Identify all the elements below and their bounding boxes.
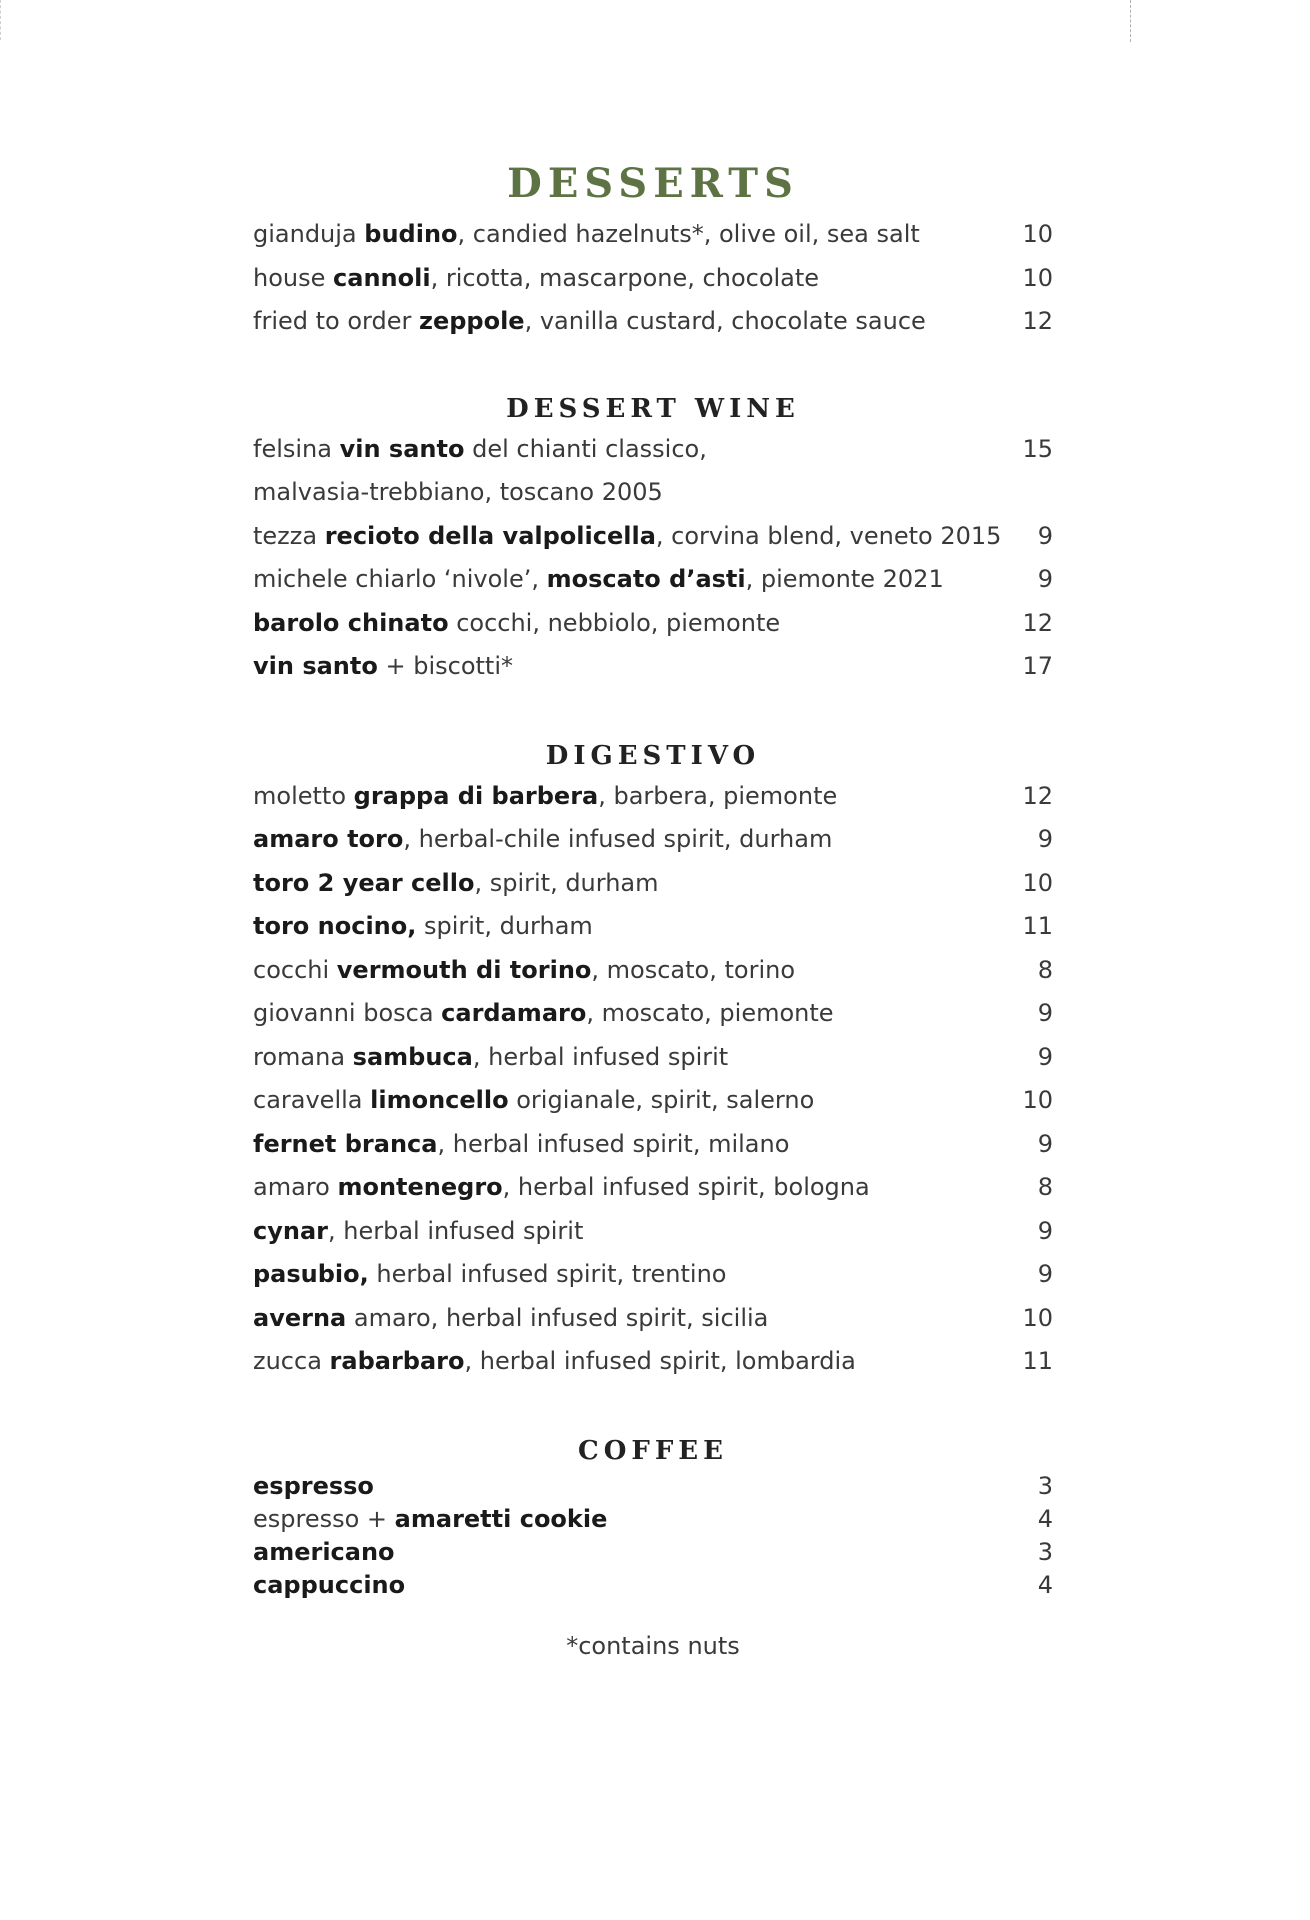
menu-item — [253, 1340, 1053, 1384]
menu-item-details: , barbera, piemonte — [598, 781, 838, 810]
menu-item-prefix: michele chiarlo ‘nivole’, — [253, 565, 547, 593]
menu-item-prefix: gianduja — [253, 220, 365, 248]
crop-mark-right — [1130, 0, 1131, 42]
menu-item — [253, 645, 1053, 689]
menu-item — [253, 1253, 1053, 1297]
menu-item-name: barolo chinato — [253, 608, 449, 637]
menu-item-details: , herbal-chile infused spirit, durham — [403, 825, 833, 853]
menu-item — [253, 515, 1053, 559]
menu-item-prefix: espresso + — [253, 1504, 395, 1533]
dessert-wine-section — [253, 394, 1053, 689]
menu-item-name: recioto della valpolicella — [324, 521, 656, 550]
menu-item — [253, 300, 1053, 344]
digestivo-list — [253, 775, 1053, 1384]
menu-item-name: amaretti cookie — [394, 1504, 608, 1533]
menu-item-price: 15 — [1022, 434, 1053, 463]
crop-mark-left — [0, 0, 1, 40]
desserts-title: DESSERTS — [507, 160, 799, 207]
menu-item — [253, 1166, 1053, 1210]
menu-item-details: spirit, durham — [416, 912, 593, 940]
menu-item-price: 8 — [1037, 955, 1053, 984]
dessert-wine-title: DESSERT WINE — [506, 393, 800, 424]
menu-item — [253, 1123, 1053, 1167]
menu-item-details: origianale, spirit, salerno — [508, 1086, 815, 1114]
digestivo-section — [253, 741, 1053, 1384]
menu-item-name: averna — [253, 1303, 347, 1332]
menu-item-prefix: amaro — [253, 1173, 338, 1201]
menu-item-description — [253, 1253, 726, 1297]
menu-item — [253, 602, 1053, 646]
menu-item-description — [253, 1569, 405, 1602]
menu-item — [253, 558, 1053, 602]
menu-item-details: amaro, herbal infused spirit, sicilia — [346, 1303, 769, 1332]
menu-item-name: fernet branca — [253, 1129, 438, 1158]
menu-item — [253, 213, 1053, 257]
menu-item-description — [253, 515, 1001, 559]
menu-item-details: , vanilla custard, chocolate sauce — [524, 307, 926, 335]
menu-item-description — [253, 992, 834, 1036]
menu-item-name: toro 2 year cello — [253, 868, 475, 897]
dessert-menu — [253, 160, 1053, 1660]
menu-item-description — [253, 213, 920, 257]
menu-item-description — [253, 905, 593, 949]
menu-item-details: , moscato, piemonte — [586, 999, 834, 1027]
menu-item-details: cocchi, nebbiolo, piemonte — [448, 608, 781, 637]
menu-item-price: 8 — [1037, 1173, 1053, 1201]
desserts-list — [253, 213, 1053, 344]
menu-item-name: cappuccino — [253, 1570, 406, 1599]
menu-item-details: del chianti classico, — [464, 434, 707, 463]
menu-item-price: 11 — [1022, 912, 1053, 940]
menu-item-description — [253, 428, 707, 472]
menu-item-name: rabarbaro — [329, 1347, 465, 1375]
menu-item-details: , herbal infused spirit, bologna — [502, 1173, 870, 1201]
menu-item — [253, 1569, 1053, 1602]
menu-item-description — [253, 1166, 870, 1210]
menu-item — [253, 818, 1053, 862]
menu-item — [253, 1536, 1053, 1569]
menu-item-price: 12 — [1022, 608, 1053, 637]
menu-item-details: herbal infused spirit, trentino — [368, 1260, 727, 1288]
menu-item-name: vermouth di torino — [336, 955, 592, 984]
menu-item-price: 12 — [1022, 307, 1053, 335]
menu-item-name: toro nocino, — [253, 912, 417, 940]
menu-item-price: 17 — [1022, 652, 1053, 680]
menu-item — [253, 905, 1053, 949]
menu-item-name: vin santo — [339, 434, 465, 463]
menu-item — [253, 1079, 1053, 1123]
menu-item-price: 9 — [1037, 825, 1053, 853]
menu-item-name: pasubio, — [253, 1260, 369, 1288]
menu-item-name: zeppole — [418, 307, 525, 335]
menu-item-price: 3 — [1037, 1537, 1053, 1566]
menu-item — [253, 257, 1053, 301]
menu-item-prefix: giovanni bosca — [253, 999, 442, 1027]
menu-item — [253, 1297, 1053, 1341]
menu-item-name: sambuca — [352, 1042, 473, 1071]
menu-item-details: , herbal infused spirit — [328, 1216, 584, 1245]
menu-item-price: 10 — [1022, 1303, 1053, 1332]
coffee-section — [253, 1436, 1053, 1602]
menu-item-price: 11 — [1022, 1347, 1053, 1375]
menu-item-description — [253, 1036, 728, 1080]
menu-item — [253, 949, 1053, 993]
menu-item-description — [253, 1340, 856, 1384]
menu-item-price: 10 — [1022, 263, 1053, 292]
menu-item-name: cannoli — [333, 263, 431, 292]
dessert-wine-list — [253, 428, 1053, 689]
menu-item-details: , moscato, torino — [591, 955, 796, 984]
menu-item-details: , piemonte 2021 — [745, 565, 944, 593]
menu-item-price: 10 — [1022, 1086, 1053, 1114]
menu-item-details: , spirit, durham — [474, 868, 659, 897]
menu-item — [253, 775, 1053, 819]
desserts-section — [253, 160, 1053, 344]
menu-item-prefix: felsina — [253, 434, 340, 463]
menu-item-details: , corvina blend, veneto 2015 — [655, 521, 1002, 550]
menu-item-description — [253, 949, 795, 993]
menu-item-prefix: romana — [253, 1042, 353, 1071]
menu-item — [253, 428, 1053, 472]
menu-item-price: 9 — [1037, 1260, 1053, 1288]
menu-item-price: 9 — [1037, 1042, 1053, 1071]
menu-item-name: grappa di barbera — [353, 781, 599, 810]
menu-item-name: vin santo — [253, 652, 378, 680]
menu-item-details: + biscotti* — [377, 652, 513, 680]
menu-item-price: 9 — [1037, 565, 1053, 593]
menu-item — [253, 1470, 1053, 1503]
menu-item-description — [253, 818, 832, 862]
menu-item-name: cardamaro — [441, 999, 587, 1027]
menu-item-description — [253, 775, 837, 819]
menu-item — [253, 1210, 1053, 1254]
menu-item-name: budino — [364, 220, 458, 248]
menu-item-details: , ricotta, mascarpone, chocolate — [430, 263, 820, 292]
menu-item-price: 9 — [1037, 521, 1053, 550]
menu-item-name: montenegro — [337, 1173, 503, 1201]
menu-item-prefix: caravella — [253, 1086, 371, 1114]
menu-item-description — [253, 1503, 607, 1536]
menu-item-price: 4 — [1037, 1504, 1053, 1533]
menu-item-price: 3 — [1037, 1471, 1053, 1500]
menu-item-description — [253, 471, 663, 515]
menu-item-price: 10 — [1022, 220, 1053, 248]
menu-item-price: 4 — [1037, 1570, 1053, 1599]
menu-item — [253, 1503, 1053, 1536]
menu-item — [253, 471, 1053, 515]
menu-item-price: 9 — [1037, 1129, 1053, 1158]
menu-item-prefix: house — [253, 263, 334, 292]
menu-item — [253, 862, 1053, 906]
menu-item-details: , herbal infused spirit, milano — [437, 1129, 790, 1158]
menu-item-prefix: malvasia-trebbiano, toscano 2005 — [253, 478, 663, 506]
menu-item-prefix: zucca — [253, 1347, 330, 1375]
menu-item-description — [253, 257, 819, 301]
menu-item-name: limoncello — [370, 1086, 509, 1114]
menu-item-name: americano — [253, 1537, 395, 1566]
menu-item-details: , herbal infused spirit, lombardia — [464, 1347, 856, 1375]
coffee-title: COFFEE — [578, 1435, 728, 1466]
menu-item-name: amaro toro — [253, 825, 404, 853]
menu-item-description — [253, 1079, 814, 1123]
menu-item-price: 9 — [1037, 999, 1053, 1027]
menu-item-description — [253, 645, 513, 689]
menu-item-description — [253, 1470, 374, 1503]
menu-item-prefix: tezza — [253, 521, 325, 550]
menu-item-name: cynar — [253, 1216, 328, 1245]
menu-item-price: 10 — [1022, 868, 1053, 897]
nuts-footnote: *contains nuts — [566, 1631, 740, 1660]
menu-item-description — [253, 558, 944, 602]
menu-item — [253, 992, 1053, 1036]
menu-item-price: 12 — [1022, 781, 1053, 810]
menu-item-description — [253, 1210, 583, 1254]
coffee-list — [253, 1470, 1053, 1602]
menu-item-description — [253, 1297, 768, 1341]
menu-item-description — [253, 862, 659, 906]
menu-item-prefix: fried to order — [253, 307, 419, 335]
menu-item-prefix: cocchi — [253, 955, 337, 984]
digestivo-title: DIGESTIVO — [545, 740, 761, 771]
menu-item-description — [253, 1123, 789, 1167]
menu-item — [253, 1036, 1053, 1080]
menu-item-name: moscato d’asti — [546, 565, 746, 593]
menu-item-details: , herbal infused spirit — [472, 1042, 729, 1071]
menu-item-price: 9 — [1037, 1216, 1053, 1245]
menu-item-prefix: moletto — [253, 781, 354, 810]
menu-item-description — [253, 1536, 395, 1569]
menu-item-name: espresso — [253, 1471, 374, 1500]
menu-item-description — [253, 602, 780, 646]
menu-item-description — [253, 300, 926, 344]
menu-item-details: , candied hazelnuts*, olive oil, sea salt — [457, 220, 920, 248]
